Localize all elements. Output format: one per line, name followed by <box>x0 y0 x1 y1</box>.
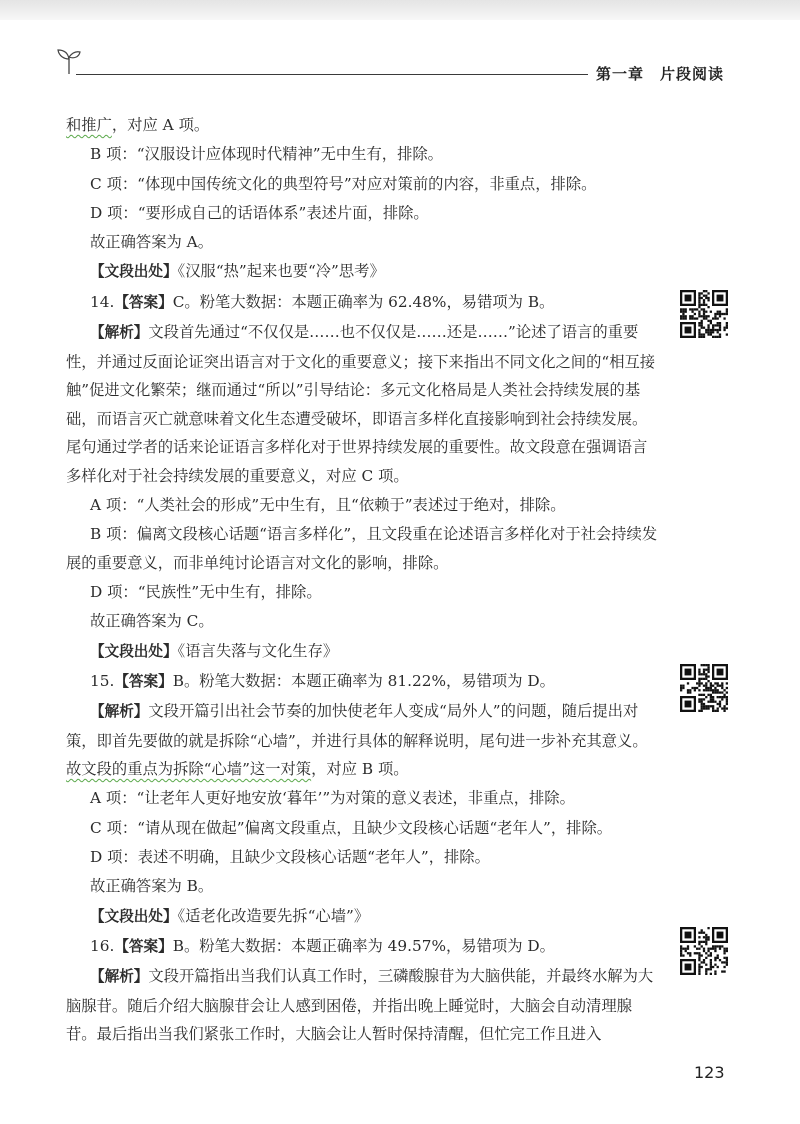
underlined-phrase: 故文段的重点为拆除“心墙”这一对策 <box>66 760 312 779</box>
answer-14: 14.【答案】C。粉笔大数据：本题正确率为 62.48%，易错项为 B。 <box>90 292 555 311</box>
chapter-title: 第一章 片段阅读 <box>596 65 725 83</box>
option-d-13: D 项：“要形成自己的话语体系”表述片面，排除。 <box>90 203 429 222</box>
analysis-14: 【解析】文段首先通过“不仅仅是……也不仅仅是……还是……”论述了语言的重要性，并通过反面论证突出语言对于文化的重要意义；接下来指出不同文化之间的“相互接触”促进文化繁荣；继而通过“所以”引导结论：多元文化格局是人类社会持续发展的基础，而语言灭亡就意味着文化生态遭受破坏，即语言多样化直接影响到社会持续发展。尾句通过学者的话来论证语言多样化对于世界持续发展的重要性。故文段意在强调语言多样化对于社会持续发展的重要意义，对应 C 项。 <box>66 323 656 485</box>
qr-code-icon[interactable] <box>680 290 728 338</box>
main-content <box>66 111 661 1050</box>
option-a-14: A 项：“人类社会的形成”无中生有，且“依赖于”表述过于绝对，排除。 <box>90 495 566 514</box>
source-15: 【文段出处】《适老化改造要先拆“心墙”》 <box>90 906 370 925</box>
source-14: 【文段出处】《语言失落与文化生存》 <box>90 641 339 660</box>
final-answer-15: 故正确答案为 B。 <box>90 877 214 896</box>
sprout-icon <box>56 45 82 75</box>
answer-16: 16.【答案】B。粉笔大数据：本题正确率为 49.57%，易错项为 D。 <box>90 936 555 955</box>
final-answer-13: 故正确答案为 A。 <box>90 233 213 252</box>
analysis-16: 【解析】文段开篇指出当我们认真工作时，三磷酸腺苷为大脑供能，并最终水解为大脑腺苷。随后介绍大脑腺苷会让人感到困倦，并指出晚上睡觉时，大脑会自动清理腺苷。最后指出当我们紧张工作时，大脑会让人暂时保持清醒，但忙完工作且进入 <box>66 967 654 1044</box>
option-c-15: C 项：“请从现在做起”偏离文段重点，且缺少文段核心话题“老年人”，排除。 <box>90 818 613 837</box>
qr-code-icon[interactable] <box>680 664 728 712</box>
option-d-14: D 项：“民族性”无中生有，排除。 <box>90 582 322 601</box>
underlined-phrase: 和推广 <box>66 116 112 134</box>
final-answer-14: 故正确答案为 C。 <box>90 612 214 631</box>
page-number: 123 <box>694 1063 725 1082</box>
header-rule <box>76 74 588 75</box>
page-header <box>0 0 800 100</box>
text-line: 和推广，对应 A 项。 <box>66 116 210 134</box>
option-a-15: A 项：“让老年人更好地安放‘暮年’”为对策的意义表述，非重点，排除。 <box>90 789 575 808</box>
answer-15: 15.【答案】B。粉笔大数据：本题正确率为 81.22%，易错项为 D。 <box>90 671 555 690</box>
qr-code-icon[interactable] <box>680 927 728 975</box>
option-c-13: C 项：“体现中国传统文化的典型符号”对应对策前的内容，非重点，排除。 <box>90 174 597 193</box>
source-13: 【文段出处】《汉服“热”起来也要“冷”思考》 <box>90 262 385 281</box>
option-d-15: D 项：表述不明确，且缺少文段核心话题“老年人”，排除。 <box>90 848 490 867</box>
option-b-13: B 项：“汉服设计应体现时代精神”无中生有，排除。 <box>90 145 443 164</box>
option-b-14: B 项：偏离文段核心话题“语言多样化”，且文段重在论述语言多样化对于社会持续发展的重要意义，而非单纯讨论语言对文化的影响，排除。 <box>66 525 658 572</box>
analysis-15: 【解析】文段开篇引出社会节奏的加快使老年人变成“局外人”的问题，随后提出对策，即首先要做的就是拆除“心墙”，并进行具体的解释说明，尾句进一步补充其意义。故文段的重点为拆除“心墙”这一对策，对应 B 项。 <box>66 702 648 779</box>
